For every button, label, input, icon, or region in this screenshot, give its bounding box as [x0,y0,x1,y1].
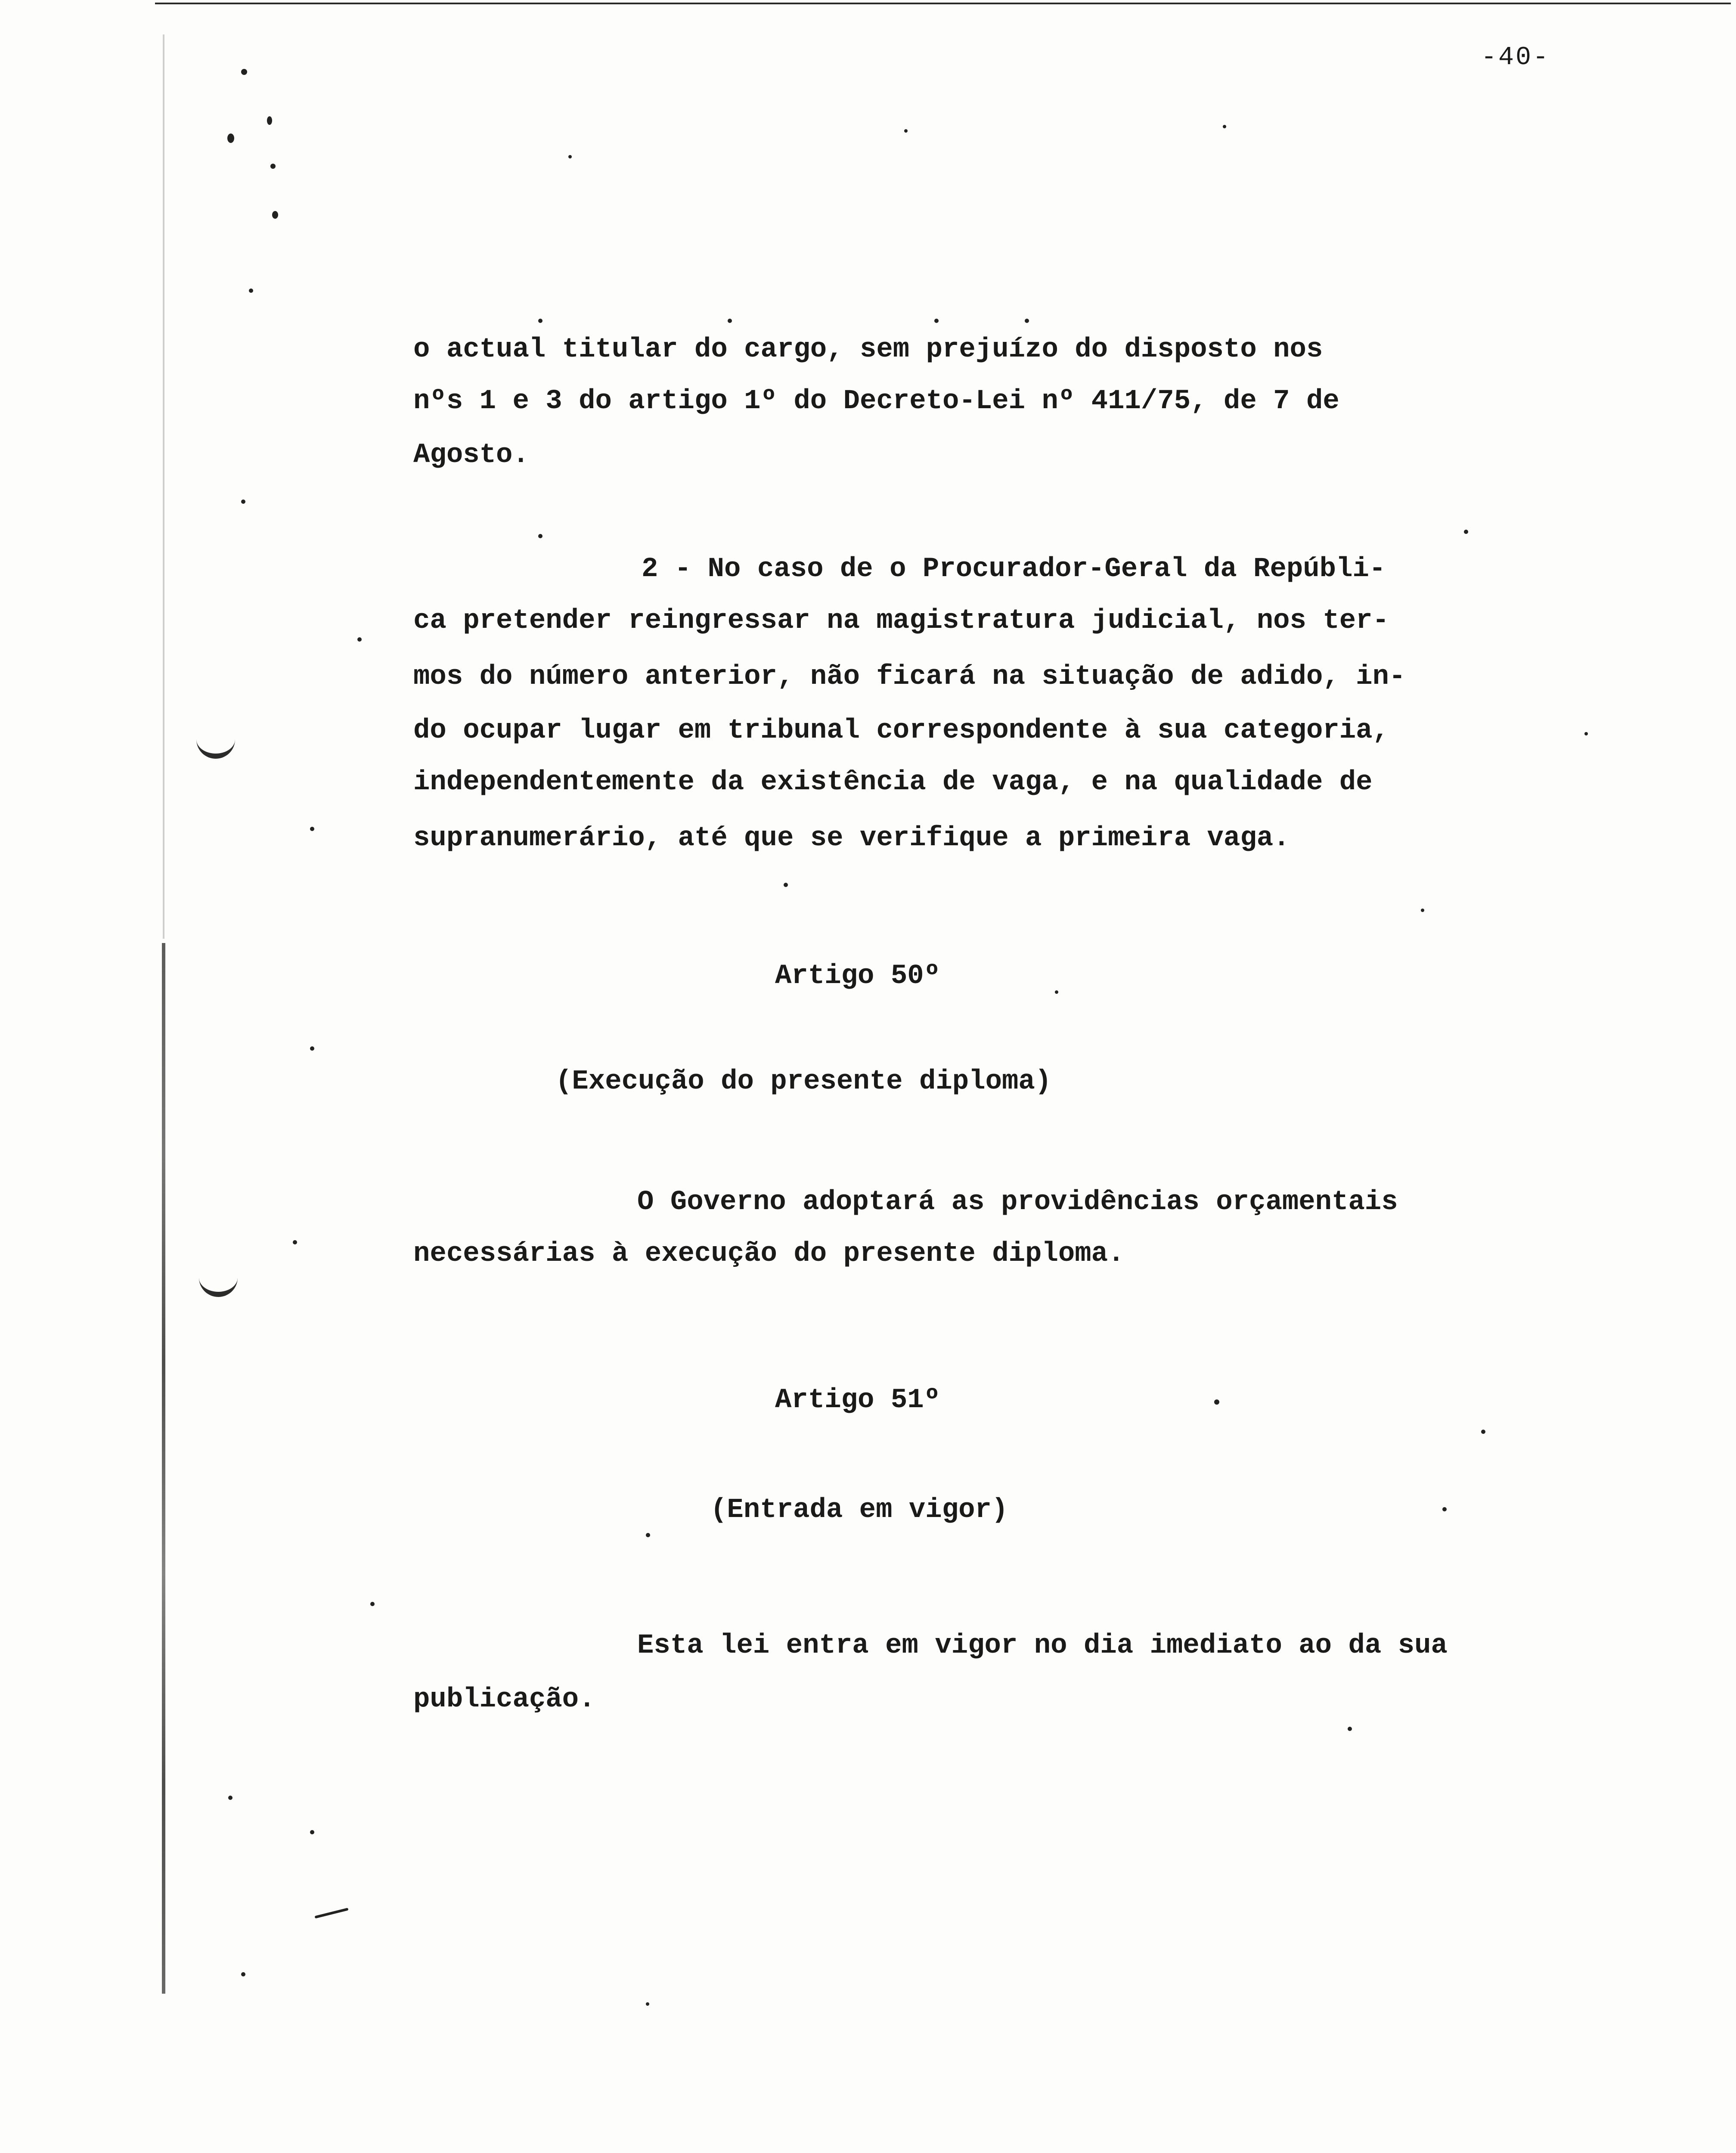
para2-line-3: mos do número anterior, não ficará na situação de adido, in- [413,661,1406,692]
scan-speck [241,499,245,504]
scan-speck [241,1972,245,1976]
scan-speck [370,1602,375,1606]
scan-speck [1214,1399,1219,1405]
scan-speck [1025,319,1029,323]
scan-speck [310,1046,314,1051]
scan-speck [904,129,908,133]
scan-speck [293,1240,297,1244]
scan-speck [1055,990,1058,994]
scan-speck [784,883,788,887]
scan-speck [272,211,278,219]
para2-line-4: do ocupar lugar em tribunal correspondente à sua categoria, [413,715,1389,746]
article-50-line-1: O Governo adoptará as providências orçamentais [637,1187,1398,1218]
article-51-line-1: Esta lei entra em vigor no dia imediato ao da sua [637,1630,1448,1661]
article-50-title: Artigo 50º [775,961,941,992]
scan-speck [1223,125,1226,128]
para1-line-2: nºs 1 e 3 do artigo 1º do Decreto-Lei nº 411/75, de 7 de [413,386,1339,417]
punch-hole-lower [199,1266,238,1297]
scan-speck [934,319,939,323]
scan-speck [646,2002,649,2006]
scan-speck [538,319,542,323]
binding-edge-faint [163,34,164,939]
scan-speck [357,637,362,642]
scan-speck [1464,530,1468,534]
top-rule [155,3,1731,4]
scan-speck [228,1796,232,1800]
scan-speck [568,155,572,158]
article-50-subtitle: (Execução do presente diploma) [555,1066,1052,1097]
scan-speck [1348,1727,1352,1731]
para2-line-2: ca pretender reingressar na magistratura judicial, nos ter- [413,605,1389,636]
article-51-title: Artigo 51º [775,1385,941,1416]
scan-speck [249,289,253,293]
binding-edge [162,943,165,1994]
page-number: -40- [1481,43,1550,72]
article-51-subtitle: (Entrada em vigor) [710,1495,1008,1526]
article-51-line-2: publicação. [413,1684,595,1715]
scan-speck [728,319,732,323]
scan-speck [646,1533,650,1537]
para2-line-1: 2 - No caso de o Procurador-Geral da Repúbli- [642,554,1386,585]
scan-speck [310,827,314,831]
scan-speck [1442,1507,1447,1511]
scan-speck [270,164,276,169]
scan-speck [267,116,272,125]
article-50-line-2: necessárias à execução do presente diploma. [413,1238,1125,1269]
scan-speck [310,1830,314,1834]
para1-line-3: Agosto. [413,440,529,471]
scan-speck [1584,732,1588,735]
scan-speck [227,133,234,143]
scan-speck [538,534,542,538]
scan-speck [1421,909,1424,912]
scan-speck [1481,1430,1485,1434]
punch-hole-upper [196,728,235,759]
para1-line-1: o actual titular do cargo, sem prejuízo do disposto nos [413,334,1323,365]
scan-speck [241,69,247,75]
para2-line-5: independentemente da existência de vaga, e na qualidade de [413,767,1373,798]
scan-speck [314,1908,348,1918]
para2-line-6: supranumerário, até que se verifique a primeira vaga. [413,823,1290,854]
